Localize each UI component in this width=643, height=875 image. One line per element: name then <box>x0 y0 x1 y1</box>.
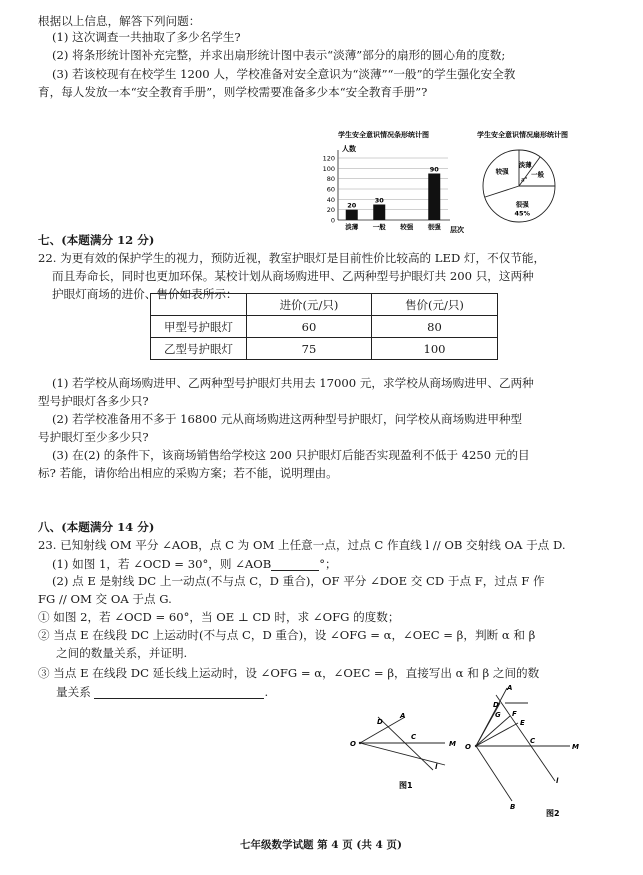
label-l: l <box>435 763 438 771</box>
label-b: B <box>510 803 516 811</box>
pie-angle-label: a° <box>520 176 528 184</box>
pie-slice-label: 一般 <box>531 170 545 179</box>
bar-chart-title: 学生安全意识情况条形统计图 <box>338 131 429 139</box>
bar-chart-ylabel: 人数 <box>342 145 356 153</box>
question-23-subq2-line1: ② 当点 E 在线段 DC 上运动时(不与点 C，D 重合)，设 ∠OFG = α，∠OEC = β，判断 α 和 β <box>38 628 536 642</box>
table-cell: 100 <box>372 338 498 360</box>
period: . <box>264 685 269 699</box>
bar-y-tick-label: 20 <box>326 206 335 215</box>
bar <box>346 210 358 220</box>
pie-slice-label: 淡薄 <box>518 161 532 170</box>
question-22-1-line1: (1) 若学校从商场购进甲、乙两种型号护眼灯共用去 17000 元，求学校从商场购进甲、乙两种 <box>52 376 534 390</box>
table-cell: 甲型号护眼灯 <box>151 316 247 338</box>
label-l: l <box>556 777 559 785</box>
label-a: A <box>507 684 513 692</box>
label-m: M <box>449 740 456 748</box>
table-cell: 60 <box>247 316 372 338</box>
bar-chart-xlabel: 层次 <box>450 226 464 233</box>
label-a: A <box>400 712 406 720</box>
question-23-subq3-line2 <box>56 684 268 699</box>
question-22-2-line2: 号护眼灯至少多少只? <box>38 430 149 444</box>
bar-category-label: 一般 <box>372 223 386 231</box>
bar <box>373 205 385 221</box>
answer-blank[interactable] <box>94 684 264 699</box>
label-d: D <box>377 718 383 726</box>
question-22-3-line2: 标? 若能，请你给出相应的采购方案；若不能，说明理由。 <box>38 466 338 480</box>
label-e: E <box>520 719 525 727</box>
ray-ob <box>360 743 445 765</box>
bar-y-tick-label: 120 <box>322 154 335 163</box>
question-22-2-line1: (2) 若学校准备用不多于 16800 元从商场购进这两种型号护眼灯，问学校从商场购进甲种型 <box>52 412 523 426</box>
label-o: O <box>465 743 471 751</box>
label-m: M <box>572 743 579 751</box>
intro-text: 根据以上信息，解答下列问题： <box>38 14 201 28</box>
bar-y-tick-label: 80 <box>326 175 335 184</box>
problem-22-line3: 护眼灯商场的进价、售价如表所示： <box>52 287 238 301</box>
table-row <box>151 316 498 338</box>
pie-slice-label: 很强 45% <box>514 200 531 218</box>
bar-category-label: 很强 <box>427 223 441 231</box>
question-23-1-text: (1) 如图 1，若 ∠OCD = 30°，则 ∠AOB <box>52 557 272 571</box>
bar-y-tick-label: 40 <box>326 195 335 204</box>
question-3-line1: (3) 若该校现有在校学生 1200 人，学校准备对安全意识为“淡薄”“一般”的学生强化安全教 <box>52 67 516 81</box>
label-d: D <box>493 701 499 709</box>
table-cell: 乙型号护眼灯 <box>151 338 247 360</box>
bar-y-tick-label: 0 <box>330 216 335 225</box>
table-header-row <box>151 294 498 316</box>
table-cell: 80 <box>372 316 498 338</box>
question-23-subq3-line1: ③ 当点 E 在线段 DC 延长线上运动时，设 ∠OFG = α，∠OEC = β，直接写出 α 和 β 之间的数 <box>38 666 540 680</box>
table-header-cell: 售价(元/只) <box>372 294 498 316</box>
question-2: (2) 将条形统计图补充完整，并求出扇形统计图中表示“淡薄”部分的扇形的圆心角的度数; <box>52 48 506 62</box>
label-f: F <box>512 710 517 718</box>
bar-category-label: 淡薄 <box>345 223 359 231</box>
question-23-1 <box>52 556 337 571</box>
question-23-2-line1: (2) 点 E 是射线 DC 上一动点(不与点 C，D 重合)，OF 平分 ∠DOE 交 CD 于点 F，过点 F 作 <box>52 574 545 588</box>
label-g: G <box>495 711 501 719</box>
question-22-3-line1: (3) 在(2) 的条件下，该商场销售给学校这 200 只护眼灯后能否实现盈利不低于 4250 元的目 <box>52 448 530 462</box>
question-23-1-unit: °； <box>319 557 337 571</box>
bar-value-label: 30 <box>374 196 384 205</box>
pie-chart <box>475 128 630 228</box>
bar <box>428 174 440 221</box>
question-23-subq3-label: 量关系 <box>56 685 91 699</box>
table-row <box>151 338 498 360</box>
question-23-subq1: ① 如图 2，若 ∠OCD = 60°，当 OE ⊥ CD 时，求 ∠OFG 的度数； <box>38 610 400 624</box>
bar-y-tick-label: 60 <box>326 185 335 194</box>
section-7-heading: 七、(本题满分 12 分) <box>38 233 155 247</box>
figure-2 <box>450 683 590 823</box>
bar-value-label: 90 <box>429 165 439 174</box>
bar-value-label: 20 <box>347 201 357 210</box>
table-header-cell <box>151 294 247 316</box>
problem-23-statement: 23. 已知射线 OM 平分 ∠AOB，点 C 为 OM 上任意一点，过点 C 作直线 l // OB 交射线 OA 于点 D. <box>38 538 566 552</box>
question-23-2-line2: FG // OM 交 OA 于点 G. <box>38 592 172 606</box>
figure-1-caption: 图1 <box>399 781 413 790</box>
bar-category-label: 较强 <box>400 223 414 231</box>
ray-ob <box>476 746 512 801</box>
page-footer: 七年级数学试题 第 4 页 (共 4 页) <box>240 839 402 851</box>
question-22-1-line2: 型号护眼灯各多少只? <box>38 394 149 408</box>
label-c: C <box>530 737 536 745</box>
question-3-line2: 育，每人发放一本“安全教育手册”，则学校需要准备多少本“安全教育手册”? <box>38 85 428 99</box>
question-23-subq2-line2: 之间的数量关系，并证明. <box>56 646 188 660</box>
pie-slice-label: 较强 <box>495 167 509 176</box>
segment-of <box>476 716 510 746</box>
table-header-cell: 进价(元/只) <box>247 294 372 316</box>
bar-chart <box>300 128 475 233</box>
answer-blank[interactable] <box>271 556 319 571</box>
bar-y-tick-label: 100 <box>322 164 335 173</box>
question-1: (1) 这次调查一共抽取了多少名学生? <box>52 30 241 44</box>
pie-chart-title: 学生安全意识情况扇形统计图 <box>477 131 568 139</box>
figure-1 <box>345 712 465 794</box>
label-c: C <box>411 733 417 741</box>
price-table <box>150 293 498 360</box>
label-o: O <box>350 740 356 748</box>
line-l <box>378 717 433 770</box>
table-cell: 75 <box>247 338 372 360</box>
problem-22-line2: 而且寿命长，同时也更加环保。某校计划从商场购进甲、乙两种型号护眼灯共 200 只，这两种 <box>52 269 534 283</box>
line-l <box>496 695 555 781</box>
section-8-heading: 八、(本题满分 14 分) <box>38 520 155 534</box>
problem-22-line1: 22. 为更有效的保护学生的视力，预防近视，教室护眼灯是目前性价比较高的 LED 灯，不仅节能， <box>38 251 546 265</box>
figure-2-caption: 图2 <box>546 809 560 818</box>
